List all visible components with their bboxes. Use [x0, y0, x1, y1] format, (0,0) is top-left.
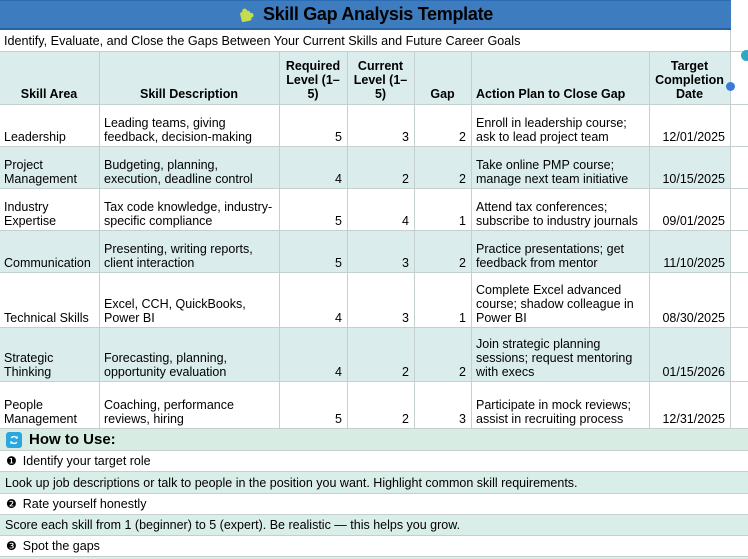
cell-required-level[interactable]: 4: [280, 147, 348, 189]
cell-skill-area[interactable]: Communication: [0, 231, 100, 273]
cell-action-plan[interactable]: Attend tax conferences; subscribe to industry journals: [472, 189, 650, 231]
empty-cell[interactable]: [731, 273, 748, 328]
cell-skill-area[interactable]: Leadership: [0, 105, 100, 147]
cell-current-level[interactable]: 2: [348, 382, 415, 429]
empty-cell[interactable]: [731, 147, 748, 189]
cell-action-plan[interactable]: Join strategic planning sessions; request mentoring with execs: [472, 328, 650, 382]
col-header-target-date[interactable]: Target Completion Date: [650, 52, 731, 105]
step-1-number-icon: ❶: [6, 454, 17, 468]
col-header-action-plan[interactable]: Action Plan to Close Gap: [472, 52, 650, 105]
selection-handle-blue[interactable]: [726, 82, 735, 91]
cell-gap[interactable]: 2: [415, 147, 472, 189]
cell-gap[interactable]: 2: [415, 328, 472, 382]
cell-skill-area[interactable]: Project Management: [0, 147, 100, 189]
cell-skill-description[interactable]: Leading teams, giving feedback, decision-making: [100, 105, 280, 147]
step-2-description: Score each skill from 1 (beginner) to 5 (expert). Be realistic — this helps you grow.: [0, 515, 748, 536]
cell-skill-description[interactable]: Excel, CCH, QuickBooks, Power BI: [100, 273, 280, 328]
step-3-number-icon: ❸: [6, 539, 17, 553]
empty-cell[interactable]: [731, 382, 748, 429]
cell-action-plan[interactable]: Take online PMP course; manage next team initiative: [472, 147, 650, 189]
selection-handle-cyan[interactable]: [741, 50, 748, 61]
cell-skill-area[interactable]: Industry Expertise: [0, 189, 100, 231]
cell-required-level[interactable]: 5: [280, 105, 348, 147]
cell-skill-area[interactable]: People Management: [0, 382, 100, 429]
col-header-skill-description[interactable]: Skill Description: [100, 52, 280, 105]
cell-target-date[interactable]: 09/01/2025: [650, 189, 731, 231]
cell-target-date[interactable]: 12/01/2025: [650, 105, 731, 147]
cell-target-date[interactable]: 01/15/2026: [650, 328, 731, 382]
cell-action-plan[interactable]: Participate in mock reviews; assist in recruiting process: [472, 382, 650, 429]
cell-required-level[interactable]: 5: [280, 382, 348, 429]
skill-gap-table: [0, 52, 748, 429]
step-2: [0, 494, 748, 515]
col-header-current-level[interactable]: Current Level (1–5): [348, 52, 415, 105]
col-header-skill-area[interactable]: Skill Area: [0, 52, 100, 105]
page-title: Skill Gap Analysis Template: [263, 4, 493, 24]
sync-icon: [6, 432, 22, 448]
step-2-title: Rate yourself honestly: [22, 497, 147, 511]
cell-current-level[interactable]: 3: [348, 231, 415, 273]
title-row: [0, 0, 748, 30]
cell-target-date[interactable]: 10/15/2025: [650, 147, 731, 189]
subtitle-row: [0, 30, 748, 52]
right-margin-strip: [731, 0, 748, 30]
page-title-bar: [0, 0, 731, 30]
cell-gap[interactable]: 1: [415, 273, 472, 328]
empty-cell[interactable]: [731, 105, 748, 147]
cell-required-level[interactable]: 5: [280, 189, 348, 231]
cell-required-level[interactable]: 4: [280, 273, 348, 328]
step-2-number-icon: ❷: [6, 497, 17, 511]
cell-skill-description[interactable]: Tax code knowledge, industry-specific compliance: [100, 189, 280, 231]
how-to-use-header: [0, 429, 748, 451]
cell-action-plan[interactable]: Enroll in leadership course; ask to lead project team: [472, 105, 650, 147]
step-1-description: Look up job descriptions or talk to people in the position you want. Highlight common skill requirements.: [0, 472, 748, 494]
cell-required-level[interactable]: 5: [280, 231, 348, 273]
cell-target-date[interactable]: 08/30/2025: [650, 273, 731, 328]
step-3-title: Spot the gaps: [22, 539, 100, 553]
cell-skill-description[interactable]: Presenting, writing reports, client interaction: [100, 231, 280, 273]
cell-skill-area[interactable]: Technical Skills: [0, 273, 100, 328]
cell-skill-description[interactable]: Coaching, performance reviews, hiring: [100, 382, 280, 429]
cell-target-date[interactable]: 12/31/2025: [650, 382, 731, 429]
cell-current-level[interactable]: 3: [348, 105, 415, 147]
cell-gap[interactable]: 1: [415, 189, 472, 231]
cell-required-level[interactable]: 4: [280, 328, 348, 382]
cell-current-level[interactable]: 3: [348, 273, 415, 328]
cell-current-level[interactable]: 4: [348, 189, 415, 231]
empty-cell[interactable]: [731, 231, 748, 273]
cell-action-plan[interactable]: Complete Excel advanced course; shadow colleague in Power BI: [472, 273, 650, 328]
puzzle-icon: [238, 6, 255, 23]
cell-current-level[interactable]: 2: [348, 328, 415, 382]
cell-current-level[interactable]: 2: [348, 147, 415, 189]
col-header-required-level[interactable]: Required Level (1–5): [280, 52, 348, 105]
step-1-title: Identify your target role: [22, 454, 151, 468]
cell-target-date[interactable]: 11/10/2025: [650, 231, 731, 273]
how-to-use-title: How to Use:: [29, 431, 116, 448]
step-1: [0, 451, 748, 472]
cell-skill-description[interactable]: Forecasting, planning, opportunity evaluation: [100, 328, 280, 382]
empty-cell[interactable]: [731, 189, 748, 231]
cell-gap[interactable]: 3: [415, 382, 472, 429]
right-margin-strip: [731, 30, 748, 51]
cell-action-plan[interactable]: Practice presentations; get feedback from mentor: [472, 231, 650, 273]
subtitle-text: Identify, Evaluate, and Close the Gaps Between Your Current Skills and Future Career Goals: [0, 30, 731, 51]
cell-skill-description[interactable]: Budgeting, planning, execution, deadline control: [100, 147, 280, 189]
step-3: [0, 536, 748, 557]
cell-gap[interactable]: 2: [415, 231, 472, 273]
col-header-gap[interactable]: Gap: [415, 52, 472, 105]
cell-gap[interactable]: 2: [415, 105, 472, 147]
empty-cell[interactable]: [731, 328, 748, 382]
cell-skill-area[interactable]: Strategic Thinking: [0, 328, 100, 382]
